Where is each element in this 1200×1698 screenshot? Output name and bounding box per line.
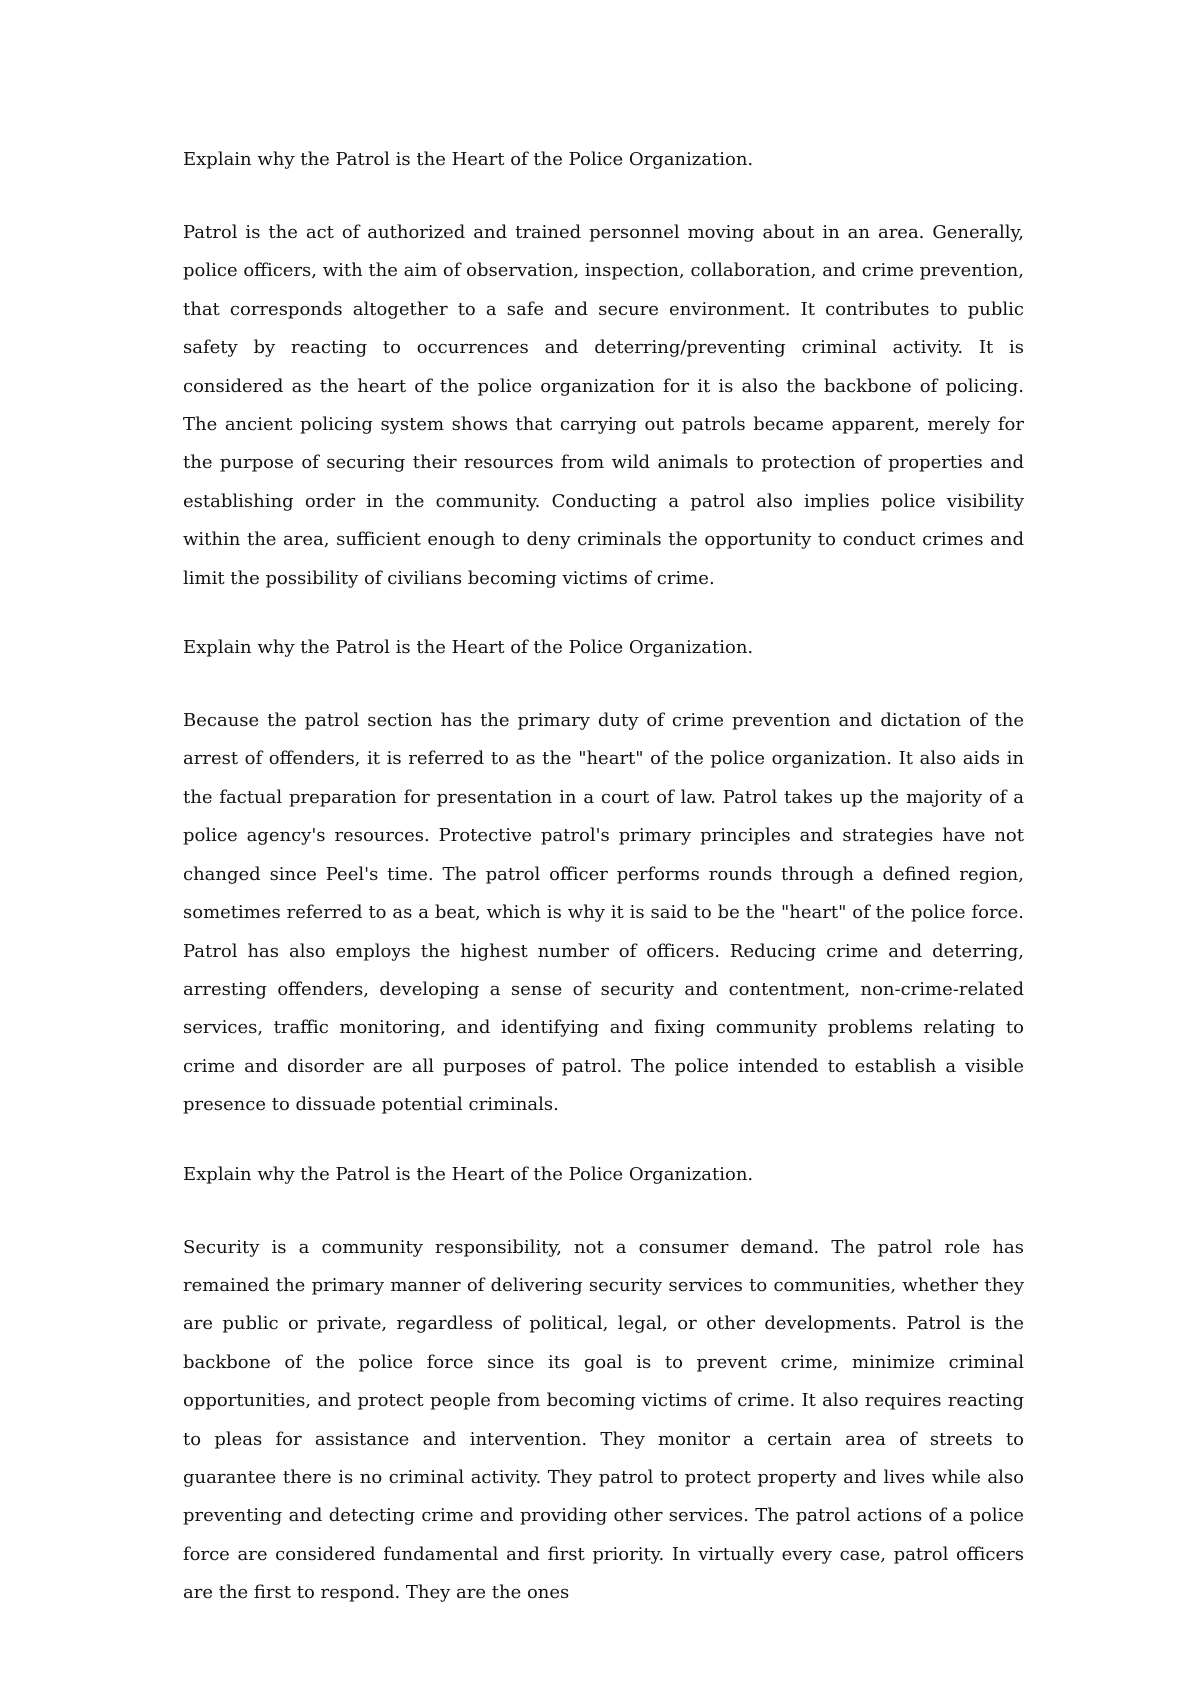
section-paragraph: Security is a community responsibility, not a consumer demand. The patrol role has remained the primary manner of delivering security services to communities, whether they are public or private, regardless of political, legal, or other developments. Patrol is the backbone of the police force since its goal is to prevent crime, minimize criminal opportunities, and protect people from becoming victims of crime. It also requires reacting to pleas for assistance and intervention. They monitor a certain area of streets to guarantee there is no criminal activity. They patrol to protect property and lives while also preventing and detecting crime and providing other services. The patrol actions of a police force are considered fundamental and first priority. In virtually every case, patrol officers are the first to respond. They are the ones bbox=[183, 1236, 1024, 1604]
section-heading: Explain why the Patrol is the Heart of the Police Organization. bbox=[183, 1163, 754, 1185]
section-paragraph: Patrol is the act of authorized and trained personnel moving about in an area. Generally, police officers, with the aim of observation, inspection, collaboration, and crime prevention, that corresponds altogether to a safe and secure environment. It contributes to public safety by reacting to occurrences and deterring/preventing criminal activity. It is considered as the heart of the police organization for it is also the backbone of policing. The ancient policing system shows that carrying out patrols became apparent, merely for the purpose of securing their resources from wild animals to protection of properties and establishing order in the community. Conducting a patrol also implies police visibility within the area, sufficient enough to deny criminals the opportunity to conduct crimes and limit the possibility of civilians becoming victims of crime. bbox=[183, 222, 1024, 589]
document-body bbox=[183, 146, 1024, 1613]
section-heading: Explain why the Patrol is the Heart of the Police Organization. bbox=[183, 149, 754, 170]
section-heading: Explain why the Patrol is the Heart of the Police Organization. bbox=[183, 637, 754, 659]
section-paragraph: Because the patrol section has the primary duty of crime prevention and dictation of the arrest of offenders, it is referred to as the "heart" of the police organization. It also aids in the factual preparation for presentation in a court of law. Patrol takes up the majority of a police agency's resources. Protective patrol's primary principles and strategies have not changed since Peel's time. The patrol officer performs rounds through a defined region, sometimes referred to as a beat, which is why it is said to be the "heart" of the police force. Patrol has also employs the highest number of officers. Reducing crime and deterring, arresting offenders, developing a sense of security and contentment, non-crime-related services, traffic monitoring, and identifying and fixing community problems relating to crime and disorder are all purposes of patrol. The police intended to establish a visible presence to dissuade potential criminals. bbox=[183, 710, 1024, 1116]
